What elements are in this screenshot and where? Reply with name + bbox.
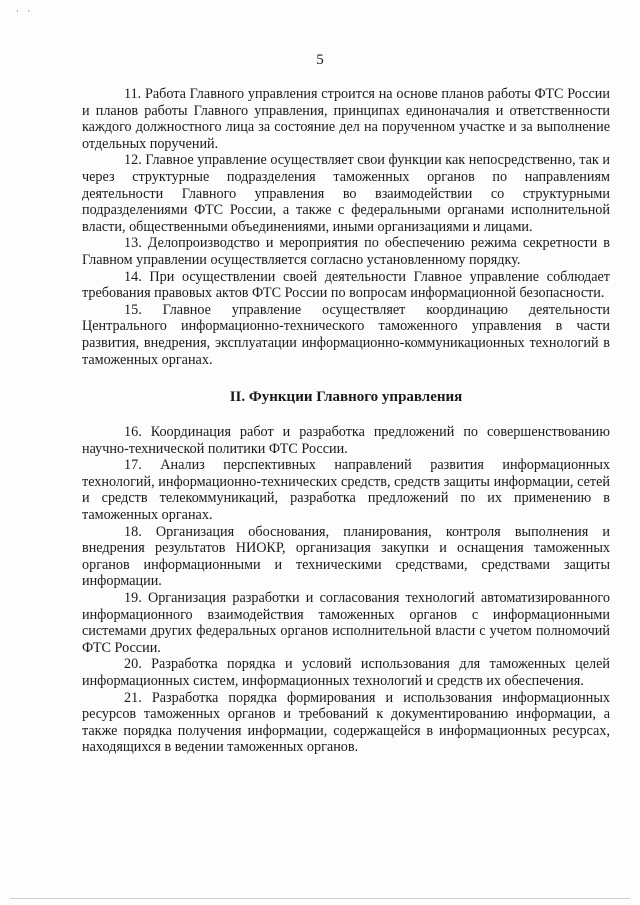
paragraph-20: 20. Разработка порядка и условий использования для таможенных целей информационных систем, информационных технологий и средств их обеспечения. (82, 656, 610, 689)
paragraph-15: 15. Главное управление осуществляет координацию деятельности Центрального информационно-технического таможенного управления в части развития, внедрения, эксплуатации информационно-коммуникационных технологий в таможенных органах. (82, 301, 610, 368)
scan-marks: · · (16, 6, 34, 16)
paragraph-18: 18. Организация обоснования, планирования, контроля выполнения и внедрения результатов НИОКР, организация закупки и оснащения таможенных органов информационными и техническими средствами, средствами защиты информации. (82, 523, 610, 590)
paragraph-12: 12. Главное управление осуществляет свои функции как непосредственно, так и через структурные подразделения таможенных органов по направлениям деятельности Главного управления во взаимодействии со структурными подразделениями ФТС России, а также с федеральными органами исполнительной власти, общественными объединениями, иными организациями и лицами. (82, 152, 610, 235)
paragraph-16: 16. Координация работ и разработка предложений по совершенствованию научно-технической политики ФТС России. (82, 424, 610, 457)
paragraph-21: 21. Разработка порядка формирования и использования информационных ресурсов таможенных органов и требований к документированию информации, а также порядка получения информации, содержащейся в информационных ресурсах, находящихся в ведении таможенных органов. (82, 689, 610, 756)
document-body (82, 86, 610, 756)
page-number: 5 (316, 52, 324, 68)
paragraph-11: 11. Работа Главного управления строится на основе планов работы ФТС России и планов работы Главного управления, принципах единоначалия и ответственности каждого должностного лица за состояние дел на порученном участке и за выполнение отдельных поручений. (82, 86, 610, 152)
paragraph-19: 19. Организация разработки и согласования технологий автоматизированного информационного взаимодействия таможенных органов с информационными системами других федеральных органов исполнительной власти с учетом полномочий ФТС России. (82, 590, 610, 656)
paragraph-17: 17. Анализ перспективных направлений развития информационных технологий, информационно-технических средств, средств защиты информации, сетей и средств телекоммуникаций, разработка предложений по их применению в таможенных органах. (82, 457, 610, 524)
paragraph-14: 14. При осуществлении своей деятельности Главное управление соблюдает требования правовых актов ФТС России по вопросам информационной безопасности. (82, 268, 610, 302)
bottom-divider (10, 898, 630, 899)
paragraph-13: 13. Делопроизводство и мероприятия по обеспечению режима секретности в Главном управлении осуществляется согласно установленному порядку. (82, 235, 610, 268)
section-title: II. Функции Главного управления (229, 389, 463, 406)
